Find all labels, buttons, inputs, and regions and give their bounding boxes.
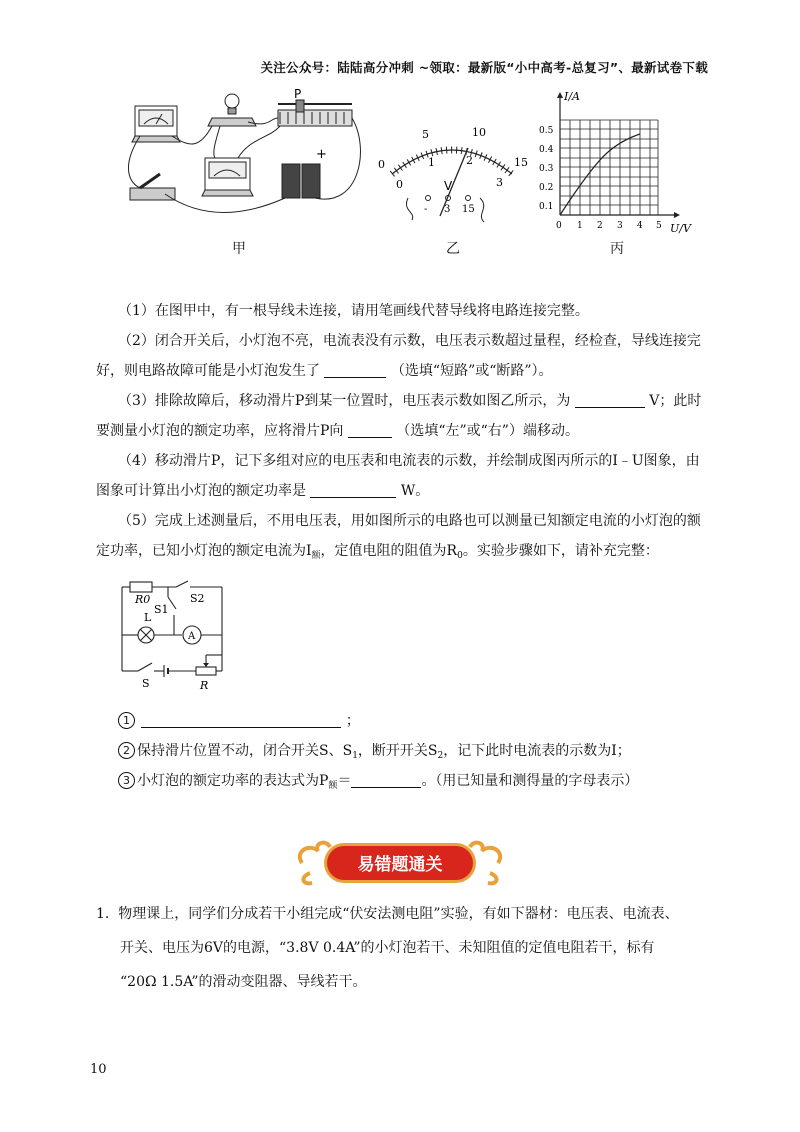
label-s2: S2 — [190, 592, 205, 605]
problem-number: 1. — [96, 906, 110, 922]
dial-top-10: 10 — [472, 126, 486, 139]
switch-s2 — [176, 581, 188, 587]
y-tick: 0.5 — [539, 126, 554, 136]
label-l: L — [144, 611, 152, 624]
dial-bottom-1: 1 — [428, 156, 435, 169]
graph-grid — [560, 120, 658, 215]
question-2: （2）闭合开关后，小灯泡不亮，电流表没有示数，电压表示数超过量程，经检查，导线连接完 好，则电路故障可能是小灯泡发生了 （选填“短路”或“断路”）。 — [96, 333, 701, 379]
step-1: 1 ； — [118, 708, 360, 734]
question-1: （1）在图甲中，有一根导线未连接，请用笔画线代替导线将电路连接完整。 — [118, 303, 589, 319]
circuit-diagram-q5 — [108, 575, 238, 693]
page-number: 10 — [90, 1062, 107, 1077]
label-s: S — [142, 677, 150, 690]
x-tick: 1 — [577, 221, 583, 231]
question-3: （3）排除故障后，移动滑片P到某一位置时，电压表示数如图乙所示，为 V；此时 要测量小灯泡的额定功率，应将滑片P向 （选填“左”或“右”）端移动。 — [96, 393, 702, 439]
voltmeter-device — [202, 158, 253, 196]
rheostat-symbol — [196, 667, 216, 675]
caption-yi: 乙 — [446, 241, 460, 257]
battery-device — [282, 147, 327, 198]
answer-blank-expression[interactable] — [351, 771, 421, 788]
step-3: 3 小灯泡的额定功率的表达式为$P_额=$ 。（用已知量和测得量的字母表示） — [118, 768, 638, 799]
label-a: A — [188, 631, 196, 642]
answer-blank-power[interactable] — [310, 481, 396, 498]
figures-row — [0, 88, 800, 263]
x-axis-label: U/V — [670, 222, 691, 235]
dial-top-0: 0 — [378, 158, 385, 171]
battery-plus-label: + — [316, 147, 327, 162]
problem-1: 1. 物理课上，同学们分成若干小组完成“伏安法测电阻”实验，有如下器材：电压表、电流表、 开关、电压为6V的电源，“3.8V 0.4A”的小灯泡若干、未知阻值的定值电阻若干，标有 “20Ω 1.5A”的滑动变阻器、导线若干。 — [96, 906, 679, 990]
switch-s — [138, 663, 152, 671]
x-tick: 2 — [597, 221, 603, 231]
dial-bottom-0: 0 — [396, 178, 403, 191]
answer-blank-fault[interactable] — [324, 361, 386, 378]
dial-top-15: 15 — [514, 156, 528, 169]
dial-bottom-3: 3 — [496, 176, 503, 189]
terminal-minus: - — [424, 204, 428, 215]
answer-blank-voltage[interactable] — [575, 391, 645, 408]
caption-bing: 丙 — [610, 241, 624, 257]
lamp-device — [208, 94, 256, 126]
figure-yi-voltmeter-dial — [372, 116, 532, 226]
step-2: 2 保持滑片位置不动，闭合开关S、$S_1$，断开开关$S_2$，记下此时电流表的示数为I； — [118, 738, 631, 769]
resistor-r0 — [130, 582, 152, 592]
y-tick: 0.3 — [539, 164, 554, 174]
question-4: （4）移动滑片P，记下多组对应的电压表和电流表的示数，并绘制成图丙所示的I﹣U图象，由 图象可计算出小灯泡的额定功率是 W。 — [96, 453, 700, 499]
dial-bottom-2: 2 — [466, 154, 473, 167]
figure-jia-wiring-diagram — [120, 88, 370, 228]
answer-blank-direction[interactable] — [348, 421, 392, 438]
y-tick: 0.1 — [539, 202, 554, 212]
switch-s1 — [168, 597, 176, 609]
slider-label: P — [294, 88, 302, 101]
figure-bing-iu-graph — [534, 88, 694, 238]
label-r: R — [200, 679, 209, 692]
label-r0: R0 — [135, 593, 151, 606]
terminal-3: 3 — [444, 204, 451, 215]
x-tick: 0 — [556, 221, 562, 231]
rheostat-device — [278, 88, 352, 126]
dial-unit: V — [444, 179, 453, 193]
section-banner — [296, 833, 504, 891]
y-axis-label: I/A — [564, 90, 580, 103]
banner-title: 易错题通关 — [357, 855, 443, 875]
y-tick: 0.2 — [539, 183, 554, 193]
dial-top-5: 5 — [422, 128, 429, 141]
answer-blank-step1[interactable] — [141, 711, 341, 728]
caption-jia: 甲 — [232, 241, 246, 257]
x-tick: 5 — [656, 221, 662, 231]
x-tick: 3 — [617, 221, 623, 231]
terminal-15: 15 — [462, 204, 475, 215]
page-header: 关注公众号：陆陆高分冲刺 ~领取：最新版“小中高考-总复习”、最新试卷下载 — [260, 60, 708, 75]
y-tick: 0.4 — [539, 145, 554, 155]
label-s1: S1 — [154, 603, 169, 616]
question-5: （5）完成上述测量后，不用电压表，用如图所示的电路也可以测量已知额定电流的小灯泡的额 定功率，已知小灯泡的额定电流为$I_额$，定值电阻的阻值为$R_0$。实验步骤如下，请补充完整： — [96, 513, 701, 561]
x-tick: 4 — [637, 221, 643, 231]
